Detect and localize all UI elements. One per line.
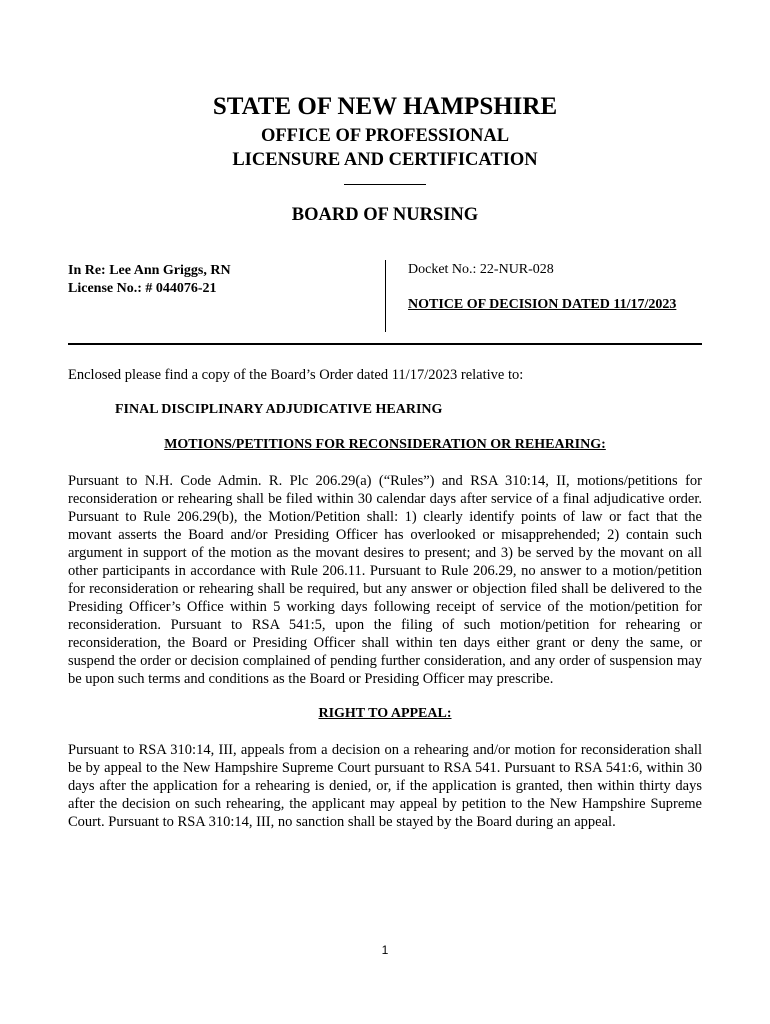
appeal-heading: RIGHT TO APPEAL: xyxy=(318,706,452,721)
in-re-line: In Re: Lee Ann Griggs, RN xyxy=(68,263,231,278)
notice-of-decision: NOTICE OF DECISION DATED 11/17/2023 xyxy=(408,297,677,312)
state-title: STATE OF NEW HAMPSHIRE xyxy=(212,93,558,120)
page-number: 1 xyxy=(381,943,389,957)
section-divider xyxy=(68,343,702,345)
board-title: BOARD OF NURSING xyxy=(291,205,479,225)
header-divider xyxy=(344,184,426,185)
office-title-line2: LICENSURE AND CERTIFICATION xyxy=(232,150,538,170)
motions-paragraph: Pursuant to N.H. Code Admin. R. Plc 206.29(a) (“Rules”) and RSA 310:14, II, motions/petitions for reconsideration or rehearing shall be filed within 30 calendar days after service of a final adjudicative order. Pursuant to Rule 206.29(b), the Motion/Petition shall: 1) clearly identify points of law or fact that the movant asserts the Board and/or Presiding Officer has overlooked or misapprehended; 2) contain such argument in support of the motion as the movant desires to present; and 3) be served by the movant on all other participants in accordance with Rule 206.11. Pursuant to Rule 206.29, no answer to a motion/petition for reconsideration or rehearing shall be required, but any answer or objection filed shall be delivered to the Presiding Officer’s Office within 5 working days following receipt of service of the motion/petition for reconsideration. Pursuant to RSA 541:5, upon the filing of such motion/petition for rehearing or reconsideration, the Board or Presiding Officer shall within ten days either grant or deny the same, or suspend the order or decision complained of pending further consideration, and any order of suspension may be upon such terms and conditions as the Board or Presiding Officer may prescribe. xyxy=(68,473,702,687)
appeal-paragraph: Pursuant to RSA 310:14, III, appeals from a decision on a rehearing and/or motion for reconsideration shall be by appeal to the New Hampshire Supreme Court pursuant to RSA 541. Pursuant to RSA 541:6, within 30 days after the application for a rehearing is denied, or, if the application is granted, then within thirty days after the decision on such rehearing, the applicant may appeal by petition to the New Hampshire Supreme Court. Pursuant to RSA 310:14, III, no sanction shall be stayed by the Board during an appeal. xyxy=(68,742,702,830)
motions-heading: MOTIONS/PETITIONS FOR RECONSIDERATION OR REHEARING: xyxy=(164,437,606,452)
case-caption xyxy=(68,262,231,298)
hearing-type: FINAL DISCIPLINARY ADJUDICATIVE HEARING xyxy=(115,402,443,417)
docket-number: Docket No.: 22-NUR-028 xyxy=(408,262,554,277)
office-title-line1: OFFICE OF PROFESSIONAL xyxy=(260,126,510,146)
intro-text: Enclosed please find a copy of the Board’s Order dated 11/17/2023 relative to: xyxy=(68,367,524,383)
caption-divider xyxy=(385,260,386,332)
license-line: License No.: # 044076-21 xyxy=(68,281,217,296)
